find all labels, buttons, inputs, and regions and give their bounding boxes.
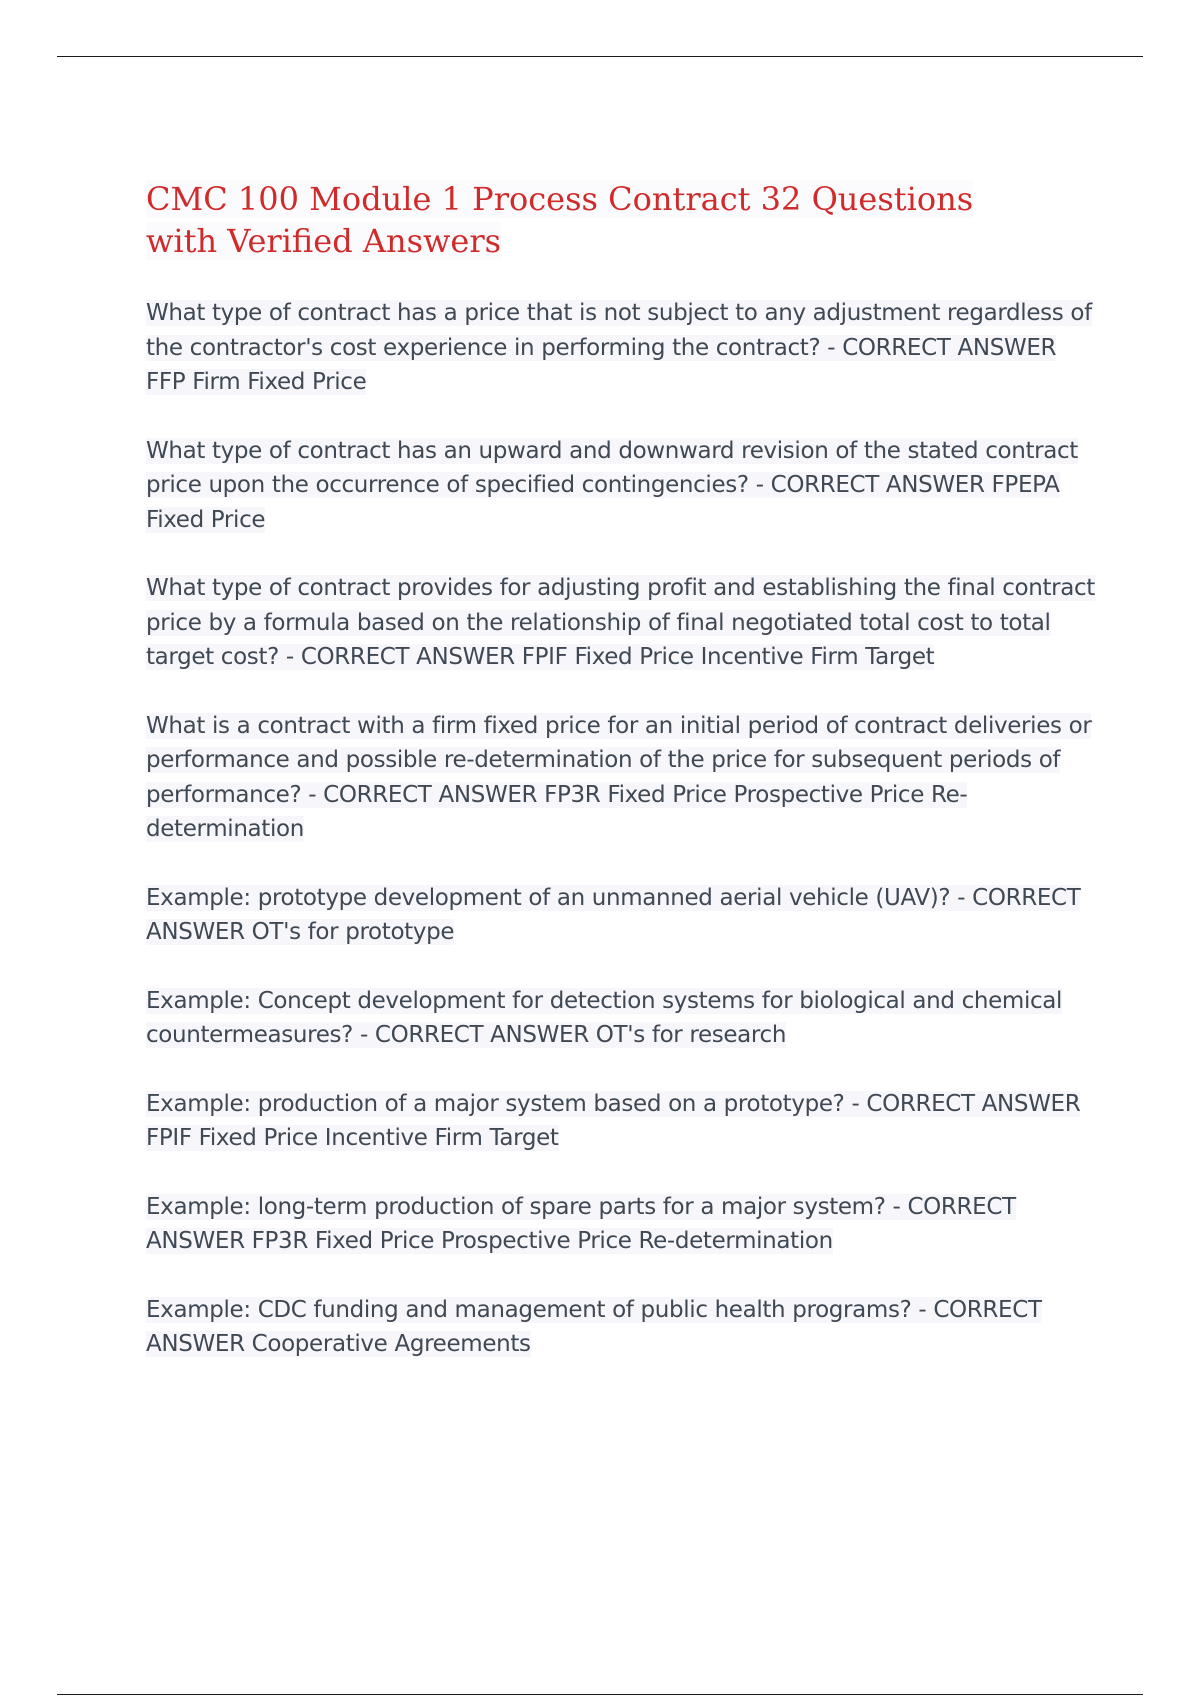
qa-text: What type of contract has an upward and downward revision of the stated contract price upon the occurrence of specified contingencies? - CORRECT ANSWER FPEPA Fixed Price	[146, 437, 1078, 533]
qa-item	[146, 1087, 1096, 1156]
document-title: CMC 100 Module 1 Process Contract 32 Questions with Verified Answers	[146, 180, 974, 260]
qa-text: What type of contract provides for adjusting profit and establishing the final contract price by a formula based on the relationship of final negotiated total cost to total target cost? - CORRECT ANSWER FPIF Fixed Price Incentive Firm Target	[146, 575, 1095, 670]
qa-text: Example: production of a major system based on a prototype? - CORRECT ANSWER FPIF Fixed Price Incentive Firm Target	[146, 1090, 1081, 1151]
qa-text: What type of contract has a price that is not subject to any adjustment regardless of the contractor's cost experience in performing the contract? - CORRECT ANSWER FFP Firm Fixed Price	[146, 300, 1092, 395]
qa-text: Example: prototype development of an unmanned aerial vehicle (UAV)? - CORRECT ANSWER OT's for prototype	[146, 884, 1081, 945]
footer-rule	[57, 1694, 1143, 1695]
qa-item	[146, 709, 1096, 847]
qa-item	[146, 1293, 1096, 1362]
document-body	[146, 178, 1096, 1396]
qa-text: Example: CDC funding and management of public health programs? - CORRECT ANSWER Cooperative Agreements	[146, 1296, 1042, 1357]
qa-item	[146, 881, 1096, 950]
qa-item	[146, 434, 1096, 538]
qa-item	[146, 571, 1096, 675]
qa-item	[146, 984, 1096, 1053]
title-block	[146, 178, 1026, 262]
qa-text: Example: Concept development for detection systems for biological and chemical countermeasures? - CORRECT ANSWER OT's for research	[146, 987, 1063, 1048]
qa-text: What is a contract with a firm fixed price for an initial period of contract deliveries or performance and possible re-determination of the price for subsequent periods of performance? - CORRECT ANSWER FP3R Fixed Price Prospective Price Re-determination	[146, 712, 1092, 842]
header-rule	[57, 56, 1143, 57]
qa-item	[146, 1190, 1096, 1259]
qa-text: Example: long-term production of spare parts for a major system? - CORRECT ANSWER FP3R Fixed Price Prospective Price Re-determination	[146, 1193, 1016, 1254]
qa-item	[146, 296, 1096, 400]
